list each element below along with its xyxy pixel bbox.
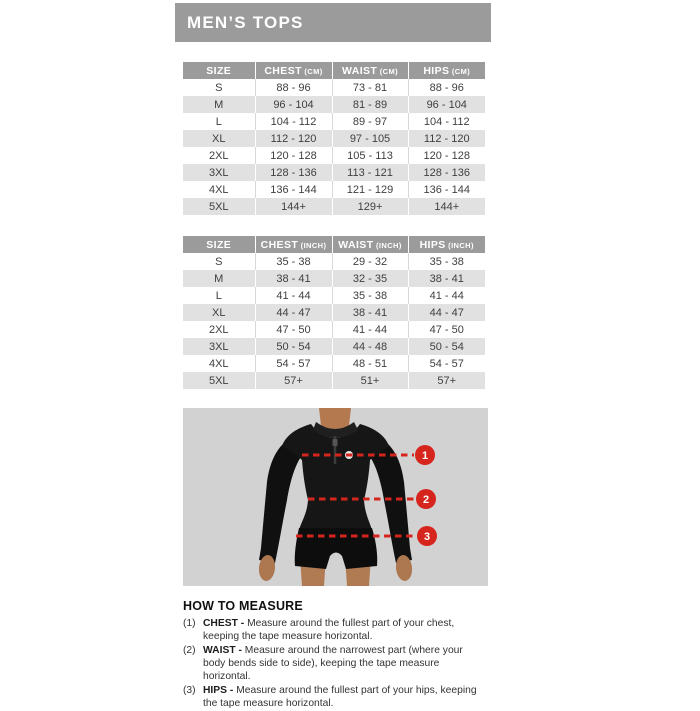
size-cell: 96 - 104 [408, 96, 485, 113]
size-cell: 5XL [208, 200, 229, 213]
size-cell: 5XL [208, 374, 229, 387]
size-cell: 4XL [208, 183, 229, 196]
size-row-m [183, 96, 485, 113]
size-row-5xl [183, 198, 485, 215]
size-cell: 38 - 41 [255, 270, 332, 287]
size-cell: 41 - 44 [332, 321, 408, 338]
size-table-cm [183, 62, 485, 215]
size-row-2xl [183, 147, 485, 164]
size-row-m [183, 270, 485, 287]
column-header-chest: CHEST (INCH) [255, 236, 332, 253]
size-cell: 48 - 51 [332, 355, 408, 372]
column-header-chest: CHEST (CM) [255, 62, 332, 79]
size-row-xl [183, 304, 485, 321]
size-cell: 88 - 96 [255, 79, 332, 96]
size-cell: 32 - 35 [332, 270, 408, 287]
size-row-3xl [183, 164, 485, 181]
size-cell: L [215, 289, 222, 302]
size-cell: 38 - 41 [408, 270, 485, 287]
size-cell: 128 - 136 [408, 164, 485, 181]
size-cell: S [215, 255, 223, 268]
size-row-s [183, 253, 485, 270]
size-cell: 96 - 104 [255, 96, 332, 113]
size-cell: XL [212, 132, 226, 145]
size-cell: 128 - 136 [255, 164, 332, 181]
size-cell: 104 - 112 [255, 113, 332, 130]
how-to-measure-title: HOW TO MEASURE [183, 599, 303, 613]
size-row-l [183, 113, 485, 130]
size-cell: 3XL [208, 340, 229, 353]
size-cell: 51+ [332, 372, 408, 389]
size-cell: 113 - 121 [332, 164, 408, 181]
size-cell: 105 - 113 [332, 147, 408, 164]
size-cell: 120 - 128 [255, 147, 332, 164]
column-header-waist: WAIST (INCH) [332, 236, 408, 253]
column-header-size: SIZE [183, 236, 255, 253]
size-cell: 35 - 38 [408, 253, 485, 270]
size-cell: 57+ [408, 372, 485, 389]
size-cell: 3XL [208, 166, 229, 179]
size-cell: 35 - 38 [332, 287, 408, 304]
size-cell: XL [212, 306, 226, 319]
size-cell: 35 - 38 [255, 253, 332, 270]
size-cell: 73 - 81 [332, 79, 408, 96]
size-cell: 136 - 144 [255, 181, 332, 198]
column-header-hips: HIPS (CM) [408, 62, 485, 79]
size-cell: 112 - 120 [255, 130, 332, 147]
size-cell: 54 - 57 [255, 355, 332, 372]
size-row-4xl [183, 355, 485, 372]
size-cell: M [214, 272, 224, 285]
size-row-5xl [183, 372, 485, 389]
size-cell: 41 - 44 [408, 287, 485, 304]
how-to-item-3 [183, 684, 485, 710]
size-cell: 120 - 128 [408, 147, 485, 164]
size-cell: 136 - 144 [408, 181, 485, 198]
size-cell: 89 - 97 [332, 113, 408, 130]
size-row-xl [183, 130, 485, 147]
how-to-item-number: (3) [183, 685, 196, 696]
size-cell: 44 - 47 [408, 304, 485, 321]
size-cell: 44 - 47 [255, 304, 332, 321]
how-to-measure-section [183, 599, 485, 711]
size-cell: 54 - 57 [408, 355, 485, 372]
column-header-hips: HIPS (INCH) [408, 236, 485, 253]
size-cell: 144+ [255, 198, 332, 215]
size-cell: 47 - 50 [255, 321, 332, 338]
marker-1-number: 1 [421, 450, 429, 462]
size-row-s [183, 79, 485, 96]
size-cell: 81 - 89 [332, 96, 408, 113]
how-to-item-1 [183, 617, 485, 643]
size-cell: 2XL [208, 149, 229, 162]
marker-3-number: 3 [423, 531, 431, 543]
size-cell: 50 - 54 [408, 338, 485, 355]
zipper-pull [333, 439, 338, 446]
size-cell: 129+ [332, 198, 408, 215]
how-to-item-text: CHEST - Measure around the fullest part of your chest, keeping the tape measure horizontal. [203, 618, 455, 642]
size-cell: 41 - 44 [255, 287, 332, 304]
measurement-figure [183, 408, 488, 586]
size-cell: 29 - 32 [332, 253, 408, 270]
how-to-list [183, 617, 485, 710]
how-to-item-number: (1) [183, 618, 196, 629]
size-row-3xl [183, 338, 485, 355]
how-to-item-text: WAIST - Measure around the narrowest part (where your body bends side to side), keeping the tape measure horizontal. [203, 645, 463, 682]
size-cell: 144+ [408, 198, 485, 215]
page-title: MEN’S TOPS [175, 3, 491, 42]
size-cell: 50 - 54 [255, 338, 332, 355]
size-cell: 112 - 120 [408, 130, 485, 147]
table-header-row [183, 62, 485, 79]
size-cell: 104 - 112 [408, 113, 485, 130]
size-cell: 38 - 41 [332, 304, 408, 321]
size-row-2xl [183, 321, 485, 338]
column-header-size: SIZE [183, 62, 255, 79]
size-cell: 44 - 48 [332, 338, 408, 355]
size-cell: 121 - 129 [332, 181, 408, 198]
how-to-item-2 [183, 644, 485, 683]
size-cell: 97 - 105 [332, 130, 408, 147]
size-cell: S [215, 81, 223, 94]
size-cell: 2XL [208, 323, 229, 336]
table-header-row [183, 236, 485, 253]
size-cell: L [215, 115, 222, 128]
how-to-item-number: (2) [183, 645, 196, 656]
column-header-waist: WAIST (CM) [332, 62, 408, 79]
size-cell: 47 - 50 [408, 321, 485, 338]
marker-2-number: 2 [422, 494, 430, 506]
how-to-item-text: HIPS - Measure around the fullest part of your hips, keeping the tape measure horizontal. [203, 685, 477, 709]
size-cell: 4XL [208, 357, 229, 370]
size-row-4xl [183, 181, 485, 198]
size-cell: 88 - 96 [408, 79, 485, 96]
model-photo-illustration [183, 408, 488, 586]
size-cell: M [214, 98, 224, 111]
size-table-inch [183, 236, 485, 389]
size-row-l [183, 287, 485, 304]
size-cell: 57+ [255, 372, 332, 389]
